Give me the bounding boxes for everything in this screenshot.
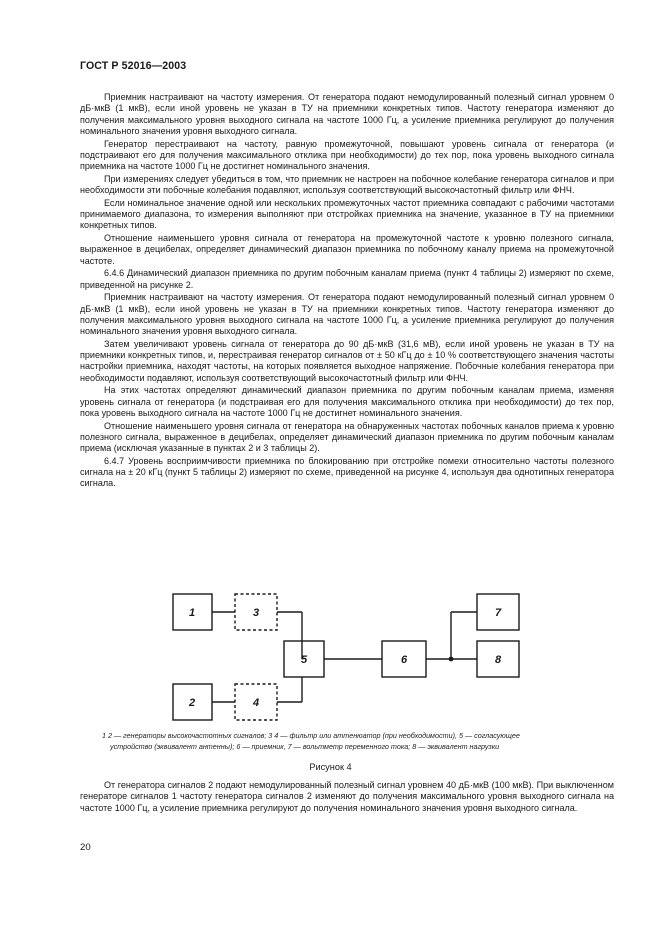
paragraph: При измерениях следует убедиться в том, что приемник не настроен на побочное колебание генератора сигналов и при необходимости эти побочные колебания подавляют, используя соответствующий высокочастотный фильтр или ФНЧ. xyxy=(80,173,614,195)
paragraph: Приемник настраивают на частоту измерения. От генератора подают немодулированный полезный сигнал уровнем 0 дБ·мкВ (1 мкВ), если иной уровень не указан в ТУ на приемники конкретных типов. Частоту генератора изменяют до получения максимального уровня выходного сигнала на частоте 1000 Гц, а усиление приемника регулируют до получения номинального значения уровня выходного сигнала. xyxy=(80,292,614,336)
legend-line: 1 2 — генераторы высокочастотных сигналов; 3 4 — фильтр или аттенюатор (при необходимости), 5 — согласующее xyxy=(102,731,520,740)
figure-title: Рисунок 4 xyxy=(309,762,352,772)
paragraph: Генератор перестраивают на частоту, равную промежуточной, повышают уровень сигнала от генератора (и подстраивают его для получения максимального отклика при необходимости) до тех пор, пока уровень выходного сигнала приемника на частоте 1000 Гц не достигнет номинального значения. xyxy=(80,138,614,171)
block-label: 4 xyxy=(252,697,260,709)
junction-dot xyxy=(449,657,454,662)
closing-text xyxy=(80,780,614,814)
block-label: 3 xyxy=(252,607,260,619)
block-label: 5 xyxy=(300,654,308,666)
paragraph: Отношение наименьшего уровня сигнала от генератора на обнаруженных частотах побочных каналов приема к уровню полезного сигнала, выраженное в децибелах, определяет динамический диапазон приемника по другим побочным каналам приема (исключая указанные в пунктах 2 и 3 таблицы 2). xyxy=(80,420,614,453)
block-label: 2 xyxy=(188,697,196,709)
figure-legend xyxy=(88,730,608,752)
paragraph: 6.4.6 Динамический диапазон приемника по другим побочным каналам приема (пункт 4 таблицы 2) измеряют по схеме, приведенной на рисунке 2. xyxy=(80,268,614,290)
main-text xyxy=(80,92,614,491)
page-number: 20 xyxy=(80,842,91,853)
paragraph: От генератора сигналов 2 подают немодулированный полезный сигнал уровнем 40 дБ·мкВ (100 мкВ). При выключенном генераторе сигналов 1 частоту генератора сигналов 2 изменяют до получения максимального уровня выходного сигнала на частоте 1000 Гц, а усиление приемника регулируют до получения номинального значения уровня выходного сигнала. xyxy=(80,780,614,813)
legend-line: устройство (эквивалент антенны); 6 — приемник, 7 — вольтметр переменного тока; 8 — эквивалент нагрузки xyxy=(110,742,500,751)
paragraph: На этих частотах определяют динамический диапазон приемника по другим побочным каналам приема, изменяя уровень сигнала от генератора (и подстраивая его для получения максимального отклика при необходимости) до тех пор, пока уровень выходного сигнала на частоте 1000 Гц не достигнет номинального значения. xyxy=(80,385,614,418)
paragraph: Затем увеличивают уровень сигнала от генератора до 90 дБ·мкВ (31,6 мВ), если иной уровень не указан в ТУ на приемники конкретных типов, и, перестраивая генератор сигналов от ± 50 кГц до ± 10 % соответствующего значения частоты настройки приемника, находят частоты, на которых появляется выходное напряжение. Побочные колебания генератора при необходимости подавляют, используя соответствующий высокочастотный фильтр или ФНЧ. xyxy=(80,338,614,383)
block-label: 7 xyxy=(494,607,502,619)
block-label: 6 xyxy=(400,654,408,666)
paragraph: 6.4.7 Уровень восприимчивости приемника по блокированию при отстройке помехи относительно частоты полезного сигнала на ± 20 кГц (пункт 5 таблицы 2) измеряют по схеме, приведенной на рисунке 4, используя два однотипных генератора сигнала. xyxy=(80,455,614,489)
block-diagram xyxy=(80,586,614,726)
document-header: ГОСТ Р 52016—2003 xyxy=(80,60,187,72)
paragraph: Отношение наименьшего уровня сигнала от генератора на промежуточной частоте к уровню полезного сигнала, выраженное в децибелах, определяет динамический диапазон приемника по побочному каналу приема на промежуточной частоте. xyxy=(80,233,614,266)
block-label: 1 xyxy=(188,607,196,619)
paragraph: Если номинальное значение одной или нескольких промежуточных частот приемника совпадают с рабочими частотами принимаемого диапазона, то измерения выполняют при отстройках приемника на значение, указанное в ТУ на приемники конкретных типов. xyxy=(80,197,614,231)
paragraph: Приемник настраивают на частоту измерения. От генератора подают немодулированный полезный сигнал уровнем 0 дБ·мкВ (1 мкВ), если иной уровень не указан в ТУ на приемники конкретных типов. Частоту генератора изменяют до получения максимального уровня выходного сигнала на частоте 1000 Гц, а усиление приемника регулируют до получения номинального значения уровня выходного сигнала. xyxy=(80,92,614,136)
block-label: 8 xyxy=(494,654,502,666)
